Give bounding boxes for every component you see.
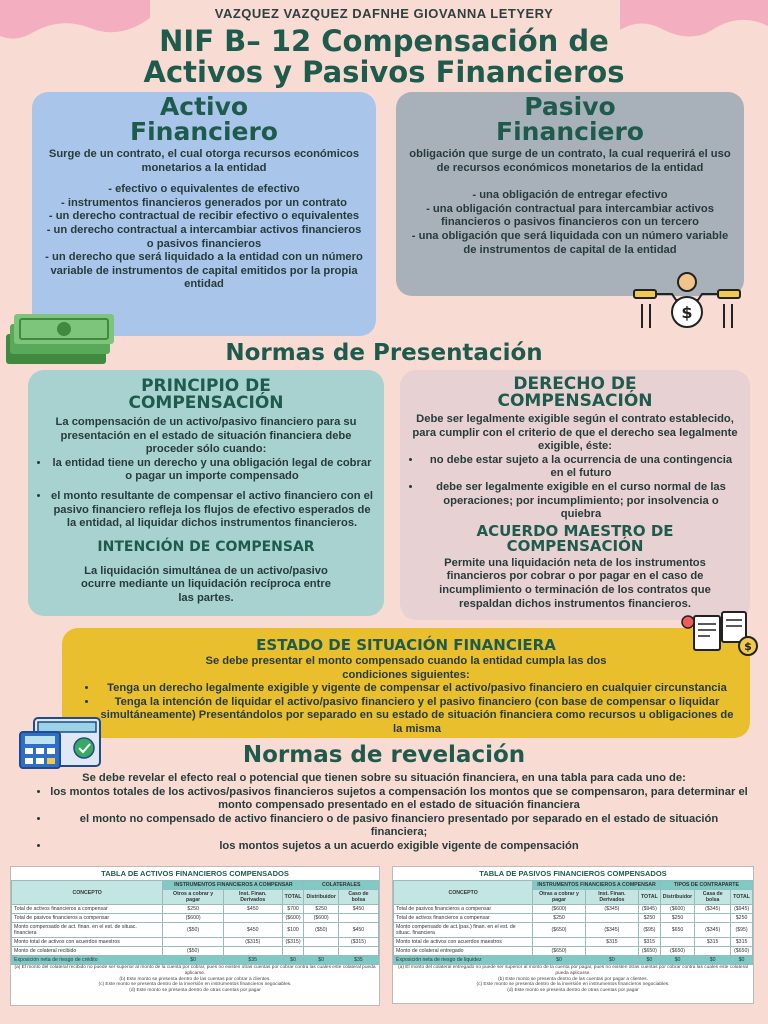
table-cell: $450 bbox=[338, 923, 378, 938]
table-cell: $650 bbox=[660, 923, 694, 938]
table-cell: ($315) bbox=[282, 938, 304, 947]
table-row bbox=[12, 947, 379, 956]
table-cell bbox=[695, 914, 731, 923]
estado-card bbox=[62, 628, 750, 738]
table-cell bbox=[338, 914, 378, 923]
table-cell: ($345) bbox=[695, 923, 731, 938]
table-row bbox=[394, 947, 753, 956]
note: (b) Este monto se presenta dentro de las cuentas por pagar a clientes. bbox=[498, 976, 648, 982]
list-item: - un derecho contractual a intercambiar activos financieros o pasivos financieros bbox=[46, 223, 362, 250]
table-cell: ($650) bbox=[638, 947, 660, 956]
table-cell: $250 bbox=[731, 914, 753, 923]
table-cell: Monto de colateral recibido bbox=[12, 947, 163, 956]
table-row bbox=[12, 923, 379, 938]
table-cell: $315 bbox=[695, 938, 731, 947]
table-cell: Total de activos financieros a compensar bbox=[394, 914, 533, 923]
table-row bbox=[394, 905, 753, 914]
title-line-1: NIF B– 12 Compensación de bbox=[159, 24, 609, 58]
table-cell: Total de pasivos financieros a compensar bbox=[394, 905, 533, 914]
tabla-activos-notes bbox=[11, 965, 379, 994]
list-item: • no debe estar sujeto a la ocurrencia de una contingencia en el futuro bbox=[422, 454, 740, 481]
title-line-2: Activos y Pasivos Financieros bbox=[143, 55, 625, 89]
presentacion-heading: Normas de Presentación bbox=[225, 340, 543, 366]
list-item: • los montos totales de los activos/pasivos financieros sujetos a compensación los montos que se compensaron, para determinar el monto compensado presentado en el estado de situación financiera bbox=[50, 786, 748, 813]
table-cell: ($600) bbox=[304, 914, 338, 923]
column-header: Otras a cobrar y pagar bbox=[533, 890, 586, 905]
table-cell: Monto total de activos con acuerdos maestros bbox=[12, 938, 163, 947]
table-cell: ($600) bbox=[533, 905, 586, 914]
table-cell: Monto total de activos con acuerdos maestros bbox=[394, 938, 533, 947]
svg-text:$: $ bbox=[744, 640, 752, 653]
list-item: - una obligación de entregar efectivo bbox=[472, 189, 668, 202]
table-cell: $250 bbox=[638, 914, 660, 923]
activo-list bbox=[32, 175, 376, 292]
derecho-card bbox=[400, 370, 750, 620]
table-cell: $0 bbox=[695, 956, 731, 965]
derecho-list bbox=[400, 454, 750, 522]
table-cell: ($650) bbox=[533, 947, 586, 956]
column-header: TOTAL bbox=[282, 890, 304, 905]
tabla-pasivos-table bbox=[393, 880, 753, 965]
table-cell bbox=[585, 947, 638, 956]
list-item: • la entidad tiene un derecho y una obligación legal de cobrar o pagar un importe compensado bbox=[50, 457, 374, 484]
table-cell bbox=[163, 938, 224, 947]
table-cell: ($95) bbox=[731, 923, 753, 938]
table-cell: $315 bbox=[638, 938, 660, 947]
list-item: • los montos sujetos a un acuerdo exigible vigente de compensación bbox=[50, 840, 748, 854]
column-header: CONCEPTO bbox=[394, 881, 533, 905]
note: (d) Este monto se presenta dentro de otras cuentas por pagar bbox=[129, 988, 261, 994]
activo-title-line-2: Financiero bbox=[130, 117, 278, 146]
principio-title: PRINCIPIO DE COMPENSACIÓN bbox=[128, 376, 284, 413]
table-cell: Exposición neta de riesgo de crédito bbox=[12, 956, 163, 965]
person-money-icon bbox=[632, 270, 742, 332]
table-cell: Monto de colateral entregado bbox=[394, 947, 533, 956]
tabla-activos-body bbox=[12, 905, 379, 965]
table-cell: ($600) bbox=[282, 914, 304, 923]
tabla-pasivos-title: TABLA DE PASIVOS FINANCIEROS COMPENSADOS bbox=[479, 869, 667, 878]
table-cell: $250 bbox=[304, 905, 338, 914]
list-item: - efectivo o equivalentes de efectivo bbox=[108, 183, 300, 196]
activo-title-line-1: Activo bbox=[159, 92, 249, 121]
table-cell: ($945) bbox=[731, 905, 753, 914]
acuerdo-title: ACUERDO MAESTRO DE COMPENSACIÓN bbox=[476, 521, 674, 555]
column-header: Casa de bolsa bbox=[695, 890, 731, 905]
table-row bbox=[12, 905, 379, 914]
table-cell: Total de activos financieros a compensar bbox=[12, 905, 163, 914]
table-cell: $450 bbox=[223, 905, 282, 914]
table-cell: Monto compensado de act.(pas.) finan. en el est. de situac. financiera bbox=[394, 923, 533, 938]
table-cell bbox=[223, 947, 282, 956]
intencion-title: INTENCIÓN DE COMPENSAR bbox=[97, 538, 315, 555]
column-group-header: COLATERALES bbox=[304, 881, 379, 890]
list-item: • debe ser legalmente exigible en el curso normal de las operaciones; por incumplimiento; por insolvencia o quiebra bbox=[422, 481, 740, 522]
table-cell: ($345) bbox=[585, 923, 638, 938]
table-row bbox=[12, 938, 379, 947]
column-header: TOTAL bbox=[638, 890, 660, 905]
table-cell: $0 bbox=[660, 956, 694, 965]
table-cell: Exposición neta de riesgo de liquidez bbox=[394, 956, 533, 965]
table-cell: ($50) bbox=[163, 947, 224, 956]
table-row bbox=[394, 956, 753, 965]
list-item: - instrumentos financieros generados por un contrato bbox=[61, 196, 347, 209]
column-header: Otros a cobrar y pagar bbox=[163, 890, 224, 905]
column-header: Inst. Finan. Derivados bbox=[223, 890, 282, 905]
note: (c) Este monto se presenta dentro de la inversión en instrumentos financieros negociables. bbox=[476, 982, 670, 988]
acuerdo-text: Permite una liquidación neta de los instrumentos financieros por cobrar o por pagar en el caso de incumplimiento o terminación de los contratos que respaldan dichos instrumentos financieros. bbox=[439, 556, 711, 610]
revelacion-section bbox=[10, 772, 758, 854]
table-cell: ($345) bbox=[695, 905, 731, 914]
page-title bbox=[20, 26, 748, 88]
list-item: • el monto resultante de compensar el activo financiero con el pasivo financiero refleja los flujos de efectivo esperados de la entidad, al liquidar dichos instrumentos financieros. bbox=[50, 490, 374, 531]
table-row bbox=[394, 938, 753, 947]
estado-intro: Se debe presentar el monto compensado cuando la entidad cumpla las dos condiciones siguientes: bbox=[205, 655, 607, 681]
table-row bbox=[394, 914, 753, 923]
tabla-pasivos-notes bbox=[393, 965, 753, 994]
column-header: CONCEPTO bbox=[12, 881, 163, 905]
table-cell: ($315) bbox=[223, 938, 282, 947]
documents-money-icon bbox=[680, 610, 762, 656]
table-cell: ($50) bbox=[304, 923, 338, 938]
table-cell: $0 bbox=[282, 956, 304, 965]
list-item: • el monto no compensado de activo financiero o de pasivo financiero presentado por separado en el estado de situación financiera; bbox=[50, 813, 748, 840]
table-cell: $0 bbox=[585, 956, 638, 965]
tabla-activos bbox=[10, 866, 380, 1006]
pasivo-intro: obligación que surge de un contrato, la cual requerirá el uso de recursos económicos monetarios de la entidad bbox=[409, 148, 731, 174]
activo-intro: Surge de un contrato, el cual otorga recursos económicos monetarios a la entidad bbox=[48, 148, 360, 174]
tabla-pasivos-body bbox=[394, 905, 753, 965]
table-cell bbox=[533, 938, 586, 947]
author-name: VAZQUEZ VAZQUEZ DAFNHE GIOVANNA LETYERY bbox=[214, 6, 554, 21]
table-cell: $700 bbox=[282, 905, 304, 914]
column-header: Distribuidor bbox=[660, 890, 694, 905]
table-cell: $250 bbox=[533, 914, 586, 923]
table-cell: ($650) bbox=[533, 923, 586, 938]
column-group-header: INSTRUMENTOS FINANCIEROS A COMPENSAR bbox=[533, 881, 661, 890]
table-cell: $250 bbox=[660, 914, 694, 923]
table-cell: ($945) bbox=[638, 905, 660, 914]
list-item: - un derecho contractual de recibir efectivo o equivalentes bbox=[48, 210, 360, 223]
table-cell: $450 bbox=[338, 905, 378, 914]
pasivo-financiero-card bbox=[396, 92, 744, 296]
column-header: Caso de bolsa bbox=[338, 890, 378, 905]
revelacion-intro: Se debe revelar el efecto real o potencial que tienen sobre su situación financiera, en una tabla para cada uno de: bbox=[82, 772, 686, 784]
pasivo-title-line-2: Financiero bbox=[496, 117, 644, 146]
column-header: Inst. Finan. Derivados bbox=[585, 890, 638, 905]
list-item: - una obligación contractual para intercambiar activos financieros o pasivos financieros con un tercero bbox=[426, 202, 714, 229]
table-cell: ($50) bbox=[163, 923, 224, 938]
table-cell: $0 bbox=[163, 956, 224, 965]
pasivo-title bbox=[396, 94, 744, 144]
tabla-activos-title: TABLA DE ACTIVOS FINANCIEROS COMPENSADOS bbox=[101, 869, 289, 878]
table-cell bbox=[282, 947, 304, 956]
table-cell: ($650) bbox=[660, 947, 694, 956]
table-cell: ($315) bbox=[338, 938, 378, 947]
table-row bbox=[394, 923, 753, 938]
estado-title: ESTADO DE SITUACIÓN FINANCIERA bbox=[256, 636, 556, 654]
table-cell bbox=[585, 914, 638, 923]
table-cell bbox=[695, 947, 731, 956]
tabla-activos-table bbox=[11, 880, 379, 965]
table-cell: Monto compensado de act. finan. en el est. de situac. financiera bbox=[12, 923, 163, 938]
column-header: Distribuidor bbox=[304, 890, 338, 905]
column-header: TOTAL bbox=[731, 890, 753, 905]
derecho-intro: Debe ser legalmente exigible según el contrato establecido, para cumplir con el criterio de que el derecho sea legalmente exigible, éste: bbox=[412, 413, 738, 453]
principio-list bbox=[28, 457, 384, 531]
note: (b) Este monto se presenta dentro de las cuentas por cobrar a clientes. bbox=[119, 976, 271, 982]
table-cell: $250 bbox=[163, 905, 224, 914]
table-cell: Total de pasivos financieros a compensar bbox=[12, 914, 163, 923]
table-cell: ($95) bbox=[638, 923, 660, 938]
table-cell: $450 bbox=[223, 923, 282, 938]
pasivo-title-line-1: Pasivo bbox=[524, 92, 616, 121]
table-cell: $0 bbox=[533, 956, 586, 965]
principio-card bbox=[28, 370, 384, 616]
revelacion-heading: Normas de revelación bbox=[242, 742, 526, 768]
activo-title bbox=[32, 94, 376, 144]
estado-list bbox=[62, 682, 750, 736]
activo-financiero-card bbox=[32, 92, 376, 336]
table-cell: $35 bbox=[338, 956, 378, 965]
tabla-pasivos bbox=[392, 866, 754, 1004]
table-cell: $100 bbox=[282, 923, 304, 938]
table-row bbox=[12, 914, 379, 923]
note: (c) Este monto se presenta dentro de la inversión en instrumentos financieros negociables. bbox=[98, 982, 292, 988]
table-cell: ($600) bbox=[163, 914, 224, 923]
table-cell: $0 bbox=[731, 956, 753, 965]
table-cell: $35 bbox=[223, 956, 282, 965]
table-cell bbox=[304, 947, 338, 956]
note: (a) El monto del colateral entregado no puede ser superior al monto de la cuenta por pagar, pues no existen otras cuentas por cobrar contra las cuales este colateral pueda aplicarse. bbox=[398, 965, 748, 976]
principio-intro: La compensación de un activo/pasivo financiero para su presentación en el estado de situación financiera debe proceder sólo cuando: bbox=[55, 416, 357, 456]
table-cell bbox=[338, 947, 378, 956]
list-item: - un derecho que será liquidado a la entidad con un número variable de instrumentos de capital emitidos por la propia entidad bbox=[45, 251, 363, 291]
derecho-title: DERECHO DE COMPENSACIÓN bbox=[497, 374, 653, 411]
table-cell: ($650) bbox=[731, 947, 753, 956]
note: (d) Este monto se presenta dentro de otras cuentas por pagar bbox=[507, 988, 639, 994]
table-cell: $0 bbox=[304, 956, 338, 965]
column-group-header: TIPOS DE CONTRAPARTE bbox=[660, 881, 752, 890]
list-item: • Tenga un derecho legalmente exigible y vigente de compensar el activo/pasivo financiero en cualquier circunstancia bbox=[98, 682, 736, 696]
table-cell: $315 bbox=[731, 938, 753, 947]
svg-text:$: $ bbox=[681, 303, 693, 322]
table-cell: ($345) bbox=[585, 905, 638, 914]
table-cell: $315 bbox=[585, 938, 638, 947]
table-cell: ($600) bbox=[660, 905, 694, 914]
table-cell bbox=[660, 938, 694, 947]
table-cell: $0 bbox=[638, 956, 660, 965]
table-cell bbox=[304, 938, 338, 947]
revelacion-list bbox=[10, 786, 758, 854]
column-group-header: INSTRUMENTOS FINANCIEROS A COMPENSAR bbox=[163, 881, 304, 890]
note: (a) El monto del colateral recibido no puede ser superior al monto de la cuenta por cobrar, pues no existen otras cuentas por cobrar contra las cuales este colateral pueda aplicarse. bbox=[14, 965, 376, 976]
table-row bbox=[12, 956, 379, 965]
table-cell bbox=[223, 914, 282, 923]
list-item: • Tenga la intención de liquidar el activo/pasivo financiero y el pasivo financiero (con base de compensar o liquidar simultáneamente) Presentándolos por separado en su estado de situación financiera como recursos u obligaciones de la misma bbox=[98, 696, 736, 737]
intencion-text: La liquidación simultánea de un activo/pasivo ocurre mediante un liquidación recíproca entre las partes. bbox=[81, 564, 331, 604]
pasivo-list bbox=[396, 175, 744, 257]
list-item: - una obligación que será liquidada con un número variable de instrumentos de capital de la entidad bbox=[411, 229, 729, 256]
